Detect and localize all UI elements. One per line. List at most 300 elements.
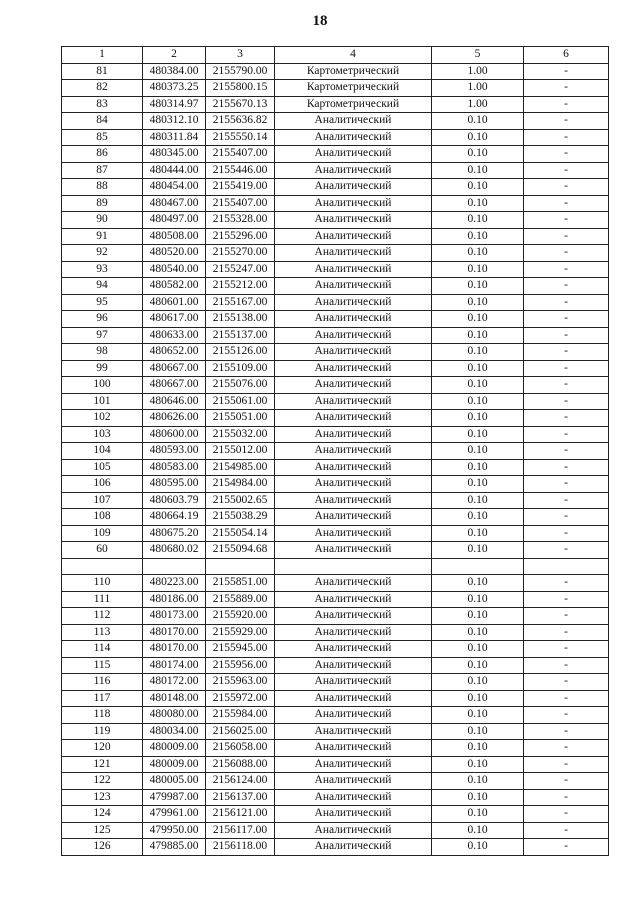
cell-method: Аналитический (275, 327, 432, 344)
cell-note: - (524, 179, 609, 196)
table-row (62, 542, 609, 559)
cell-note: - (524, 393, 609, 410)
cell-point-number: 111 (62, 591, 143, 608)
cell-coord-x: 480633.00 (143, 327, 206, 344)
cell-coord-y: 2155956.00 (206, 657, 275, 674)
cell-coord-x: 480034.00 (143, 723, 206, 740)
cell-method: Аналитический (275, 641, 432, 658)
cell-coord-x: 480148.00 (143, 690, 206, 707)
cell-method (275, 558, 432, 575)
cell-point-number: 81 (62, 63, 143, 80)
header-col-4: 4 (275, 47, 432, 64)
cell-coord-x: 480675.20 (143, 525, 206, 542)
cell-precision: 0.10 (432, 294, 524, 311)
cell-coord-x: 480664.19 (143, 509, 206, 526)
cell-precision: 0.10 (432, 327, 524, 344)
cell-note: - (524, 476, 609, 493)
cell-point-number: 103 (62, 426, 143, 443)
table-row (62, 690, 609, 707)
table-row (62, 294, 609, 311)
cell-coord-y: 2155889.00 (206, 591, 275, 608)
cell-coord-y: 2155137.00 (206, 327, 275, 344)
cell-precision: 1.00 (432, 63, 524, 80)
cell-point-number: 83 (62, 96, 143, 113)
cell-method: Аналитический (275, 212, 432, 229)
cell-point-number: 95 (62, 294, 143, 311)
cell-precision: 0.10 (432, 723, 524, 740)
cell-method: Аналитический (275, 459, 432, 476)
cell-precision (432, 558, 524, 575)
cell-coord-x: 480444.00 (143, 162, 206, 179)
cell-method: Аналитический (275, 773, 432, 790)
cell-note (524, 558, 609, 575)
table-row (62, 245, 609, 262)
table-header (62, 47, 609, 64)
cell-coord-x: 479961.00 (143, 806, 206, 823)
cell-note: - (524, 657, 609, 674)
cell-point-number: 109 (62, 525, 143, 542)
cell-method: Аналитический (275, 608, 432, 625)
cell-note: - (524, 228, 609, 245)
cell-coord-y: 2155051.00 (206, 410, 275, 427)
cell-note: - (524, 245, 609, 262)
cell-method: Аналитический (275, 162, 432, 179)
cell-point-number: 112 (62, 608, 143, 625)
cell-coord-y: 2155407.00 (206, 195, 275, 212)
cell-note: - (524, 542, 609, 559)
header-col-5: 5 (432, 47, 524, 64)
cell-method: Аналитический (275, 591, 432, 608)
cell-coord-x: 480646.00 (143, 393, 206, 410)
cell-coord-x: 480626.00 (143, 410, 206, 427)
cell-coord-y: 2154984.00 (206, 476, 275, 493)
table-row (62, 525, 609, 542)
cell-coord-y: 2155929.00 (206, 624, 275, 641)
cell-coord-y: 2154985.00 (206, 459, 275, 476)
cell-coord-x: 480617.00 (143, 311, 206, 328)
header-col-2: 2 (143, 47, 206, 64)
cell-coord-x: 480467.00 (143, 195, 206, 212)
cell-point-number: 124 (62, 806, 143, 823)
cell-precision: 0.10 (432, 773, 524, 790)
cell-coord-x (143, 558, 206, 575)
cell-method: Аналитический (275, 740, 432, 757)
cell-point-number: 114 (62, 641, 143, 658)
cell-note: - (524, 344, 609, 361)
cell-coord-x: 480593.00 (143, 443, 206, 460)
table-row (62, 393, 609, 410)
cell-coord-y: 2155328.00 (206, 212, 275, 229)
cell-point-number: 92 (62, 245, 143, 262)
cell-point-number: 118 (62, 707, 143, 724)
cell-coord-y: 2155984.00 (206, 707, 275, 724)
cell-point-number: 106 (62, 476, 143, 493)
cell-precision: 0.10 (432, 443, 524, 460)
cell-coord-y: 2155945.00 (206, 641, 275, 658)
table-row (62, 641, 609, 658)
cell-coord-x: 479987.00 (143, 789, 206, 806)
cell-note: - (524, 806, 609, 823)
cell-point-number: 119 (62, 723, 143, 740)
cell-note: - (524, 723, 609, 740)
table-row (62, 773, 609, 790)
cell-note: - (524, 789, 609, 806)
cell-point-number: 85 (62, 129, 143, 146)
cell-precision: 1.00 (432, 80, 524, 97)
cell-note: - (524, 591, 609, 608)
cell-coord-x: 480680.02 (143, 542, 206, 559)
cell-method: Аналитический (275, 657, 432, 674)
cell-precision: 0.10 (432, 608, 524, 625)
cell-coord-x: 480497.00 (143, 212, 206, 229)
table-row (62, 558, 609, 575)
cell-coord-y: 2155972.00 (206, 690, 275, 707)
table-row (62, 806, 609, 823)
cell-coord-x: 480005.00 (143, 773, 206, 790)
cell-coord-x: 480595.00 (143, 476, 206, 493)
cell-note: - (524, 426, 609, 443)
cell-point-number: 60 (62, 542, 143, 559)
cell-method: Аналитический (275, 195, 432, 212)
cell-method: Аналитический (275, 344, 432, 361)
cell-point-number (62, 558, 143, 575)
cell-coord-y: 2156137.00 (206, 789, 275, 806)
cell-point-number: 82 (62, 80, 143, 97)
cell-coord-x: 480080.00 (143, 707, 206, 724)
cell-coord-y: 2155032.00 (206, 426, 275, 443)
cell-method: Аналитический (275, 542, 432, 559)
cell-point-number: 101 (62, 393, 143, 410)
cell-coord-y: 2155038.29 (206, 509, 275, 526)
cell-precision: 0.10 (432, 641, 524, 658)
cell-method: Аналитический (275, 443, 432, 460)
header-row (62, 47, 609, 64)
cell-point-number: 91 (62, 228, 143, 245)
cell-coord-y: 2155109.00 (206, 360, 275, 377)
cell-note: - (524, 443, 609, 460)
cell-note: - (524, 80, 609, 97)
cell-coord-x: 480582.00 (143, 278, 206, 295)
cell-method: Аналитический (275, 360, 432, 377)
cell-point-number: 89 (62, 195, 143, 212)
cell-precision: 0.10 (432, 278, 524, 295)
table-row (62, 459, 609, 476)
cell-coord-y: 2156088.00 (206, 756, 275, 773)
cell-coord-y: 2155670.13 (206, 96, 275, 113)
table-row (62, 476, 609, 493)
cell-point-number: 115 (62, 657, 143, 674)
cell-coord-y: 2155419.00 (206, 179, 275, 196)
table-row (62, 146, 609, 163)
cell-method: Аналитический (275, 707, 432, 724)
table-row (62, 344, 609, 361)
table-row (62, 509, 609, 526)
cell-coord-y: 2155002.65 (206, 492, 275, 509)
cell-coord-y: 2156124.00 (206, 773, 275, 790)
cell-method: Аналитический (275, 294, 432, 311)
cell-method: Аналитический (275, 723, 432, 740)
cell-note: - (524, 575, 609, 592)
cell-point-number: 107 (62, 492, 143, 509)
cell-coord-x: 479950.00 (143, 822, 206, 839)
cell-precision: 0.10 (432, 839, 524, 856)
cell-coord-y: 2155167.00 (206, 294, 275, 311)
cell-precision: 0.10 (432, 789, 524, 806)
cell-point-number: 123 (62, 789, 143, 806)
cell-coord-y: 2155247.00 (206, 261, 275, 278)
cell-coord-x: 480174.00 (143, 657, 206, 674)
cell-coord-x: 480520.00 (143, 245, 206, 262)
cell-coord-x: 480667.00 (143, 360, 206, 377)
cell-point-number: 126 (62, 839, 143, 856)
cell-method: Аналитический (275, 822, 432, 839)
table-row (62, 179, 609, 196)
cell-coord-y: 2155296.00 (206, 228, 275, 245)
cell-point-number: 116 (62, 674, 143, 691)
cell-point-number: 110 (62, 575, 143, 592)
cell-note: - (524, 822, 609, 839)
cell-note: - (524, 756, 609, 773)
cell-coord-y: 2155126.00 (206, 344, 275, 361)
cell-method: Аналитический (275, 410, 432, 427)
cell-coord-x: 480600.00 (143, 426, 206, 443)
cell-point-number: 93 (62, 261, 143, 278)
cell-point-number: 122 (62, 773, 143, 790)
cell-precision: 0.10 (432, 162, 524, 179)
table-row (62, 426, 609, 443)
coordinates-table (61, 46, 609, 856)
table-row (62, 443, 609, 460)
table-row (62, 707, 609, 724)
page-number: 18 (312, 13, 328, 29)
cell-point-number: 88 (62, 179, 143, 196)
cell-method: Аналитический (275, 476, 432, 493)
cell-precision: 0.10 (432, 344, 524, 361)
table-row (62, 360, 609, 377)
cell-precision: 0.10 (432, 509, 524, 526)
cell-point-number: 98 (62, 344, 143, 361)
cell-coord-y: 2156121.00 (206, 806, 275, 823)
cell-precision: 0.10 (432, 228, 524, 245)
cell-method: Аналитический (275, 179, 432, 196)
table-row (62, 789, 609, 806)
cell-precision: 0.10 (432, 410, 524, 427)
table-row (62, 162, 609, 179)
cell-coord-y: 2155054.14 (206, 525, 275, 542)
cell-note: - (524, 195, 609, 212)
cell-coord-x: 480454.00 (143, 179, 206, 196)
cell-precision: 0.10 (432, 674, 524, 691)
cell-note: - (524, 360, 609, 377)
cell-precision: 0.10 (432, 492, 524, 509)
cell-coord-x: 480311.84 (143, 129, 206, 146)
table-row (62, 839, 609, 856)
table-row (62, 228, 609, 245)
cell-point-number: 108 (62, 509, 143, 526)
cell-note: - (524, 839, 609, 856)
cell-note: - (524, 690, 609, 707)
cell-note: - (524, 608, 609, 625)
cell-coord-x: 480345.00 (143, 146, 206, 163)
table-row (62, 129, 609, 146)
cell-note: - (524, 377, 609, 394)
cell-precision: 0.10 (432, 624, 524, 641)
header-col-1: 1 (62, 47, 143, 64)
cell-coord-x: 480667.00 (143, 377, 206, 394)
cell-coord-y: 2156117.00 (206, 822, 275, 839)
cell-point-number: 125 (62, 822, 143, 839)
cell-precision: 0.10 (432, 426, 524, 443)
cell-coord-y: 2155920.00 (206, 608, 275, 625)
cell-precision: 0.10 (432, 146, 524, 163)
cell-method: Аналитический (275, 113, 432, 130)
cell-coord-y: 2156025.00 (206, 723, 275, 740)
cell-precision: 0.10 (432, 212, 524, 229)
cell-point-number: 87 (62, 162, 143, 179)
cell-precision: 0.10 (432, 179, 524, 196)
cell-method: Аналитический (275, 624, 432, 641)
cell-coord-x: 480373.25 (143, 80, 206, 97)
cell-method: Аналитический (275, 575, 432, 592)
cell-note: - (524, 459, 609, 476)
cell-coord-y: 2155790.00 (206, 63, 275, 80)
cell-precision: 0.10 (432, 806, 524, 823)
table-row (62, 410, 609, 427)
cell-method: Аналитический (275, 492, 432, 509)
cell-point-number: 99 (62, 360, 143, 377)
cell-coord-x: 480583.00 (143, 459, 206, 476)
cell-precision: 0.10 (432, 591, 524, 608)
cell-precision: 0.10 (432, 393, 524, 410)
cell-note: - (524, 525, 609, 542)
cell-note: - (524, 740, 609, 757)
cell-precision: 0.10 (432, 459, 524, 476)
cell-point-number: 86 (62, 146, 143, 163)
cell-coord-y: 2156118.00 (206, 839, 275, 856)
cell-point-number: 120 (62, 740, 143, 757)
cell-precision: 0.10 (432, 311, 524, 328)
cell-note: - (524, 63, 609, 80)
cell-method: Аналитический (275, 129, 432, 146)
cell-note: - (524, 773, 609, 790)
cell-method: Аналитический (275, 509, 432, 526)
cell-coord-x: 480652.00 (143, 344, 206, 361)
cell-note: - (524, 641, 609, 658)
cell-note: - (524, 327, 609, 344)
cell-point-number: 102 (62, 410, 143, 427)
cell-note: - (524, 311, 609, 328)
cell-method: Аналитический (275, 377, 432, 394)
cell-precision: 0.10 (432, 542, 524, 559)
cell-precision: 0.10 (432, 360, 524, 377)
cell-note: - (524, 509, 609, 526)
cell-method: Аналитический (275, 756, 432, 773)
cell-note: - (524, 129, 609, 146)
cell-method: Аналитический (275, 839, 432, 856)
cell-method: Аналитический (275, 146, 432, 163)
cell-point-number: 84 (62, 113, 143, 130)
cell-method: Аналитический (275, 393, 432, 410)
cell-point-number: 96 (62, 311, 143, 328)
cell-note: - (524, 294, 609, 311)
table-row (62, 740, 609, 757)
cell-coord-y: 2155851.00 (206, 575, 275, 592)
cell-method: Аналитический (275, 228, 432, 245)
table-row (62, 327, 609, 344)
cell-note: - (524, 96, 609, 113)
cell-precision: 0.10 (432, 657, 524, 674)
cell-point-number: 104 (62, 443, 143, 460)
cell-coord-x: 480009.00 (143, 740, 206, 757)
table-row (62, 311, 609, 328)
cell-precision: 0.10 (432, 525, 524, 542)
table-row (62, 377, 609, 394)
cell-precision: 0.10 (432, 129, 524, 146)
header-col-6: 6 (524, 47, 609, 64)
cell-method: Аналитический (275, 690, 432, 707)
cell-precision: 0.10 (432, 113, 524, 130)
cell-coord-x: 480314.97 (143, 96, 206, 113)
cell-coord-x: 479885.00 (143, 839, 206, 856)
cell-method: Аналитический (275, 789, 432, 806)
cell-coord-x: 480170.00 (143, 641, 206, 658)
cell-coord-y: 2155550.14 (206, 129, 275, 146)
cell-note: - (524, 492, 609, 509)
cell-method: Аналитический (275, 245, 432, 262)
cell-coord-y: 2155061.00 (206, 393, 275, 410)
cell-precision: 0.10 (432, 261, 524, 278)
cell-note: - (524, 212, 609, 229)
cell-precision: 0.10 (432, 756, 524, 773)
table-row (62, 96, 609, 113)
cell-coord-y: 2155212.00 (206, 278, 275, 295)
cell-precision: 1.00 (432, 96, 524, 113)
cell-coord-x: 480186.00 (143, 591, 206, 608)
cell-note: - (524, 146, 609, 163)
cell-coord-x: 480603.79 (143, 492, 206, 509)
cell-note: - (524, 113, 609, 130)
cell-note: - (524, 278, 609, 295)
cell-coord-x: 480384.00 (143, 63, 206, 80)
cell-coord-y: 2155094.68 (206, 542, 275, 559)
table-row (62, 657, 609, 674)
cell-method: Картометрический (275, 63, 432, 80)
cell-point-number: 117 (62, 690, 143, 707)
table-row (62, 492, 609, 509)
cell-coord-y: 2156058.00 (206, 740, 275, 757)
table-row (62, 822, 609, 839)
table-row (62, 608, 609, 625)
cell-precision: 0.10 (432, 575, 524, 592)
cell-coord-y: 2155407.00 (206, 146, 275, 163)
cell-coord-x: 480173.00 (143, 608, 206, 625)
cell-coord-x: 480170.00 (143, 624, 206, 641)
table-row (62, 261, 609, 278)
cell-coord-y: 2155076.00 (206, 377, 275, 394)
cell-precision: 0.10 (432, 740, 524, 757)
table-row (62, 63, 609, 80)
cell-method: Аналитический (275, 311, 432, 328)
cell-coord-y (206, 558, 275, 575)
cell-coord-y: 2155446.00 (206, 162, 275, 179)
cell-method: Аналитический (275, 426, 432, 443)
cell-coord-y: 2155138.00 (206, 311, 275, 328)
cell-note: - (524, 624, 609, 641)
cell-coord-x: 480312.10 (143, 113, 206, 130)
cell-coord-x: 480009.00 (143, 756, 206, 773)
cell-method: Картометрический (275, 80, 432, 97)
cell-precision: 0.10 (432, 476, 524, 493)
